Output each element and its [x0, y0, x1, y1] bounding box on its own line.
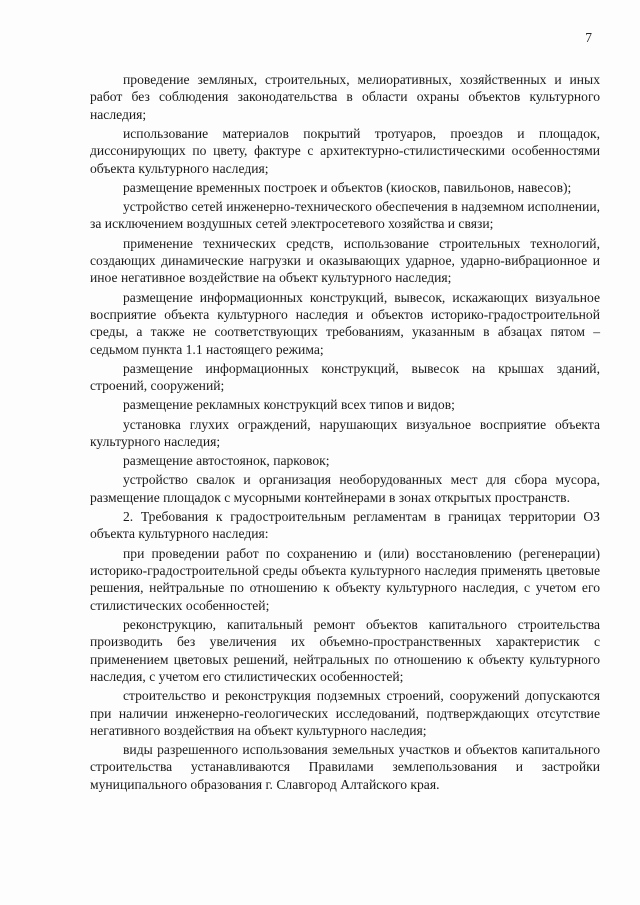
- paragraph-dumps: устройство свалок и организация необорудованных мест для сбора мусора, размещение площадок с мусорными контейнерами в зонах открытых пространств.: [90, 472, 600, 505]
- paragraph-materials: использование материалов покрытий тротуаров, проездов и площадок, диссонирующих по цвету, фактуре с архитектурно-стилистическими особенностями объекта культурного наследия;: [90, 125, 600, 176]
- paragraph-temporary-buildings: размещение временных построек и объектов (киосков, павильонов, навесов);: [123, 179, 572, 195]
- paragraph-parking: размещение автостоянок, парковок;: [123, 453, 330, 469]
- paragraph-advertising: размещение рекламных конструкций всех типов и видов;: [123, 397, 455, 413]
- paragraph-reconstruction: реконструкцию, капитальный ремонт объектов капитального строительства производить без увеличения их объемно-пространственных характеристик с применением цветовых решений, нейтральных по отношению к объекту культурного наследия, с учетом его стилистических особенностей;: [90, 616, 600, 684]
- paragraph-underground: строительство и реконструкция подземных строений, сооружений допускаются при наличии инженерно-геологических исследований, подтверждающих отсутствие негативного воздействия на объект культурного наследия;: [90, 688, 600, 738]
- paragraph-info-structures: размещение информационных конструкций, вывесок, искажающих визуальное восприятие объекта культурного наследия и объектов историко-градостроительной среды, а также не соответствующих требованиям, указанным в абзацах пятом – седьмом пункта 1.1 настоящего режима;: [90, 289, 600, 357]
- section-heading-requirements: 2. Требования к градостроительным регламентам в границах территории ОЗ объекта культурного наследия:: [90, 509, 600, 542]
- paragraph-fences: установка глухих ограждений, нарушающих визуальное восприятие объекта культурного наследия;: [90, 416, 600, 449]
- page-number: 7: [585, 30, 592, 45]
- paragraph-land-use: виды разрешенного использования земельных участков и объектов капитального строительства устанавливаются Правилами землепользования и застройки муниципального образования г. Славгород Алтайского края.: [90, 742, 600, 792]
- paragraph-color-solutions: при проведении работ по сохранению и (или) восстановлению (регенерации) историко-градостроительной среды объекта культурного наследия применять цветовые решения, нейтральные по отношению к объекту культурного наследия, с учетом его стилистических особенностей;: [90, 545, 600, 613]
- paragraph-technical-means: применение технических средств, использование строительных технологий, создающих динамические нагрузки и оказывающих ударное, ударно-вибрационное и иное негативное воздействие на объект культурного наследия;: [90, 235, 600, 286]
- paragraph-roof-signs: размещение информационных конструкций, вывесок на крышах зданий, строений, сооружений;: [90, 360, 600, 394]
- document-body: [90, 71, 600, 795]
- paragraph-utility-networks: устройство сетей инженерно-технического обеспечения в надземном исполнении, за исключением воздушных сетей электросетевого хозяйства и связи;: [90, 199, 600, 232]
- paragraph-earthworks: проведение земляных, строительных, мелиоративных, хозяйственных и иных работ без соблюдения законодательства в области охраны объектов культурного наследия;: [90, 72, 600, 122]
